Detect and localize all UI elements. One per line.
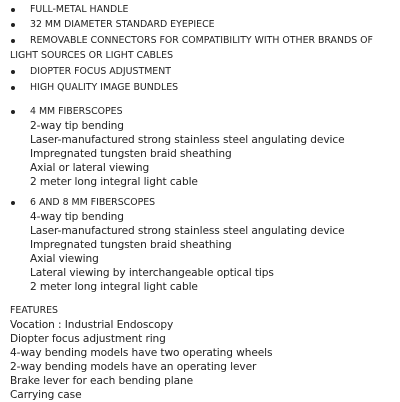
- section-heading-4mm: 4 MM FIBERSCOPES: [30, 106, 123, 117]
- list-item: 4-way bending models have two operating wheels: [10, 347, 273, 359]
- list-item: Brake lever for each bending plane: [10, 375, 193, 387]
- intro-bullet-diopter: DIOPTER FOCUS ADJUSTMENT: [30, 66, 171, 77]
- list-item: Impregnated tungsten braid sheathing: [30, 239, 232, 251]
- bullet-dot: [11, 8, 15, 12]
- list-item: Impregnated tungsten braid sheathing: [30, 148, 232, 160]
- list-item: 2 meter long integral light cable: [30, 281, 198, 293]
- bullet-dot: [11, 23, 15, 27]
- list-item: Laser-manufactured strong stainless steel angulating device: [30, 225, 345, 237]
- bullet-dot: [11, 39, 15, 43]
- list-item: 2-way tip bending: [30, 120, 124, 132]
- list-item: Vocation : Industrial Endoscopy: [10, 319, 174, 331]
- bullet-dot: [11, 201, 15, 205]
- list-item: Carrying case: [10, 389, 82, 401]
- list-item: Lateral viewing by interchangeable optical tips: [30, 267, 274, 279]
- list-item: 2-way bending models have an operating lever: [10, 361, 257, 373]
- intro-bullet-connectors: REMOVABLE CONNECTORS FOR COMPATIBILITY WITH OTHER BRANDS OF: [30, 35, 373, 46]
- list-item: 4-way tip bending: [30, 211, 124, 223]
- intro-bullet-connectors-continued: LIGHT SOURCES OR LIGHT CABLES: [10, 50, 174, 61]
- list-item: Laser-manufactured strong stainless steel angulating device: [30, 134, 345, 146]
- intro-bullet-full-metal-handle: FULL-METAL HANDLE: [30, 4, 129, 15]
- bullet-dot: [11, 70, 15, 74]
- list-item: 2 meter long integral light cable: [30, 176, 198, 188]
- bullet-dot: [11, 110, 15, 114]
- intro-bullet-image-bundles: HIGH QUALITY IMAGE BUNDLES: [30, 82, 179, 93]
- bullet-dot: [11, 86, 15, 90]
- intro-bullet-eyepiece: 32 MM DIAMETER STANDARD EYEPIECE: [30, 19, 215, 30]
- list-item: Axial viewing: [30, 253, 99, 265]
- list-item: Diopter focus adjustment ring: [10, 333, 166, 345]
- list-item: Axial or lateral viewing: [30, 162, 150, 174]
- section-heading-6-8mm: 6 AND 8 MM FIBERSCOPES: [30, 197, 156, 208]
- section-heading-features: FEATURES: [10, 305, 58, 316]
